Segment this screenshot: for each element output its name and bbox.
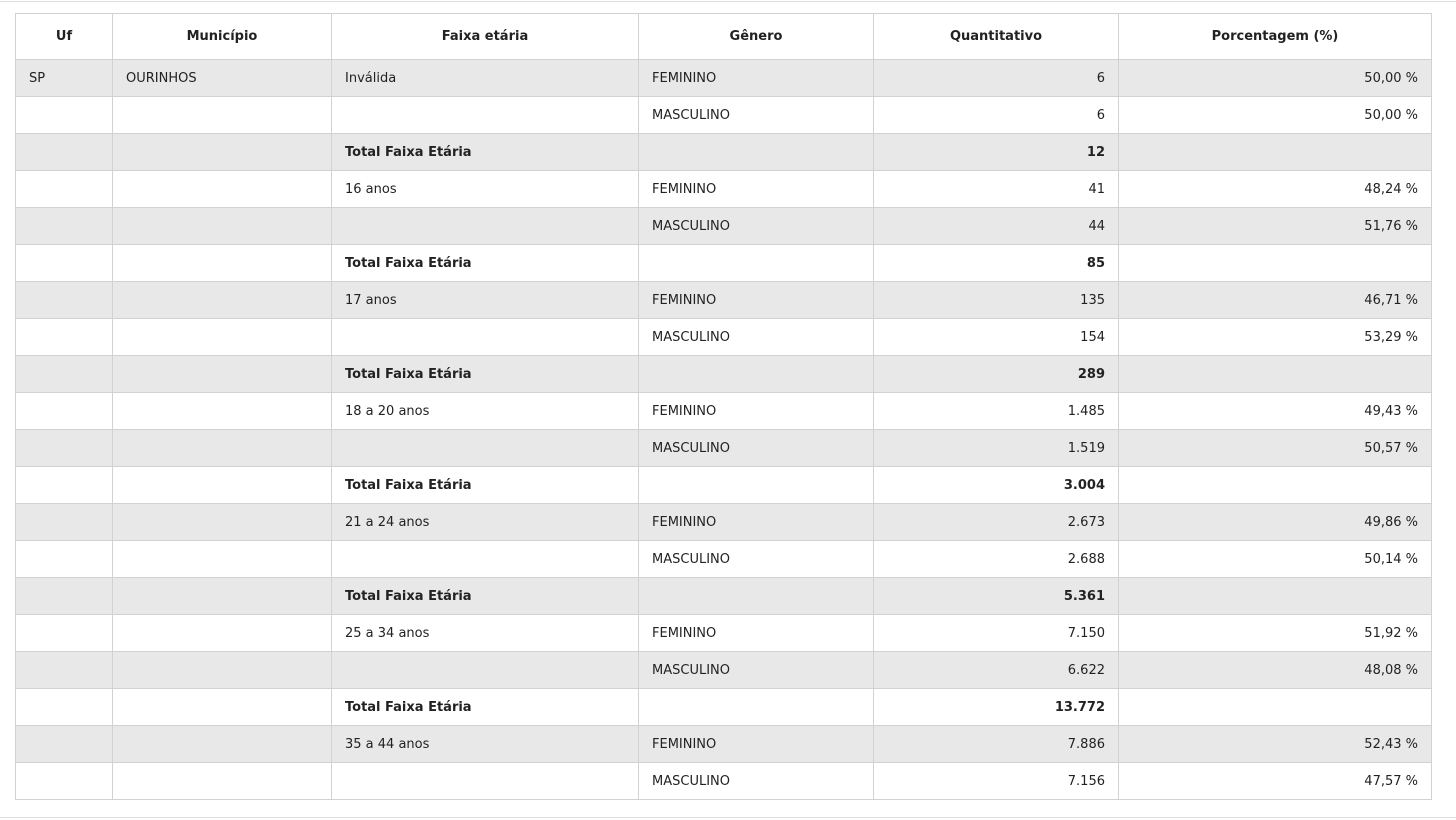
cell-municipio	[113, 97, 332, 134]
cell-faixa-etaria: 16 anos	[332, 171, 639, 208]
cell-genero: FEMININO	[639, 60, 874, 97]
cell-quantitativo: 3.004	[874, 467, 1119, 504]
cell-municipio	[113, 763, 332, 800]
cell-porcentagem	[1119, 467, 1432, 504]
cell-uf	[16, 171, 113, 208]
cell-porcentagem: 47,57 %	[1119, 763, 1432, 800]
cell-faixa-etaria: 21 a 24 anos	[332, 504, 639, 541]
cell-uf: SP	[16, 60, 113, 97]
cell-genero: FEMININO	[639, 282, 874, 319]
age-gender-report-table	[15, 13, 1432, 800]
cell-municipio	[113, 393, 332, 430]
table-row	[16, 208, 1432, 245]
header-row	[16, 14, 1432, 60]
cell-uf	[16, 319, 113, 356]
cell-porcentagem	[1119, 356, 1432, 393]
cell-quantitativo: 1.485	[874, 393, 1119, 430]
cell-porcentagem	[1119, 578, 1432, 615]
cell-genero: FEMININO	[639, 171, 874, 208]
cell-genero: MASCULINO	[639, 97, 874, 134]
table-row	[16, 171, 1432, 208]
cell-genero: MASCULINO	[639, 430, 874, 467]
cell-quantitativo: 12	[874, 134, 1119, 171]
table-row	[16, 430, 1432, 467]
cell-uf	[16, 134, 113, 171]
cell-faixa-etaria: Inválida	[332, 60, 639, 97]
cell-faixa-etaria: 35 a 44 anos	[332, 726, 639, 763]
cell-porcentagem: 50,14 %	[1119, 541, 1432, 578]
cell-genero: MASCULINO	[639, 319, 874, 356]
cell-porcentagem: 48,08 %	[1119, 652, 1432, 689]
cell-quantitativo: 154	[874, 319, 1119, 356]
cell-porcentagem: 51,92 %	[1119, 615, 1432, 652]
cell-quantitativo: 7.156	[874, 763, 1119, 800]
cell-quantitativo: 6.622	[874, 652, 1119, 689]
table-row	[16, 393, 1432, 430]
cell-porcentagem: 51,76 %	[1119, 208, 1432, 245]
cell-quantitativo: 7.886	[874, 726, 1119, 763]
cell-municipio	[113, 541, 332, 578]
cell-genero	[639, 134, 874, 171]
cell-porcentagem: 49,43 %	[1119, 393, 1432, 430]
total-row	[16, 578, 1432, 615]
cell-faixa-etaria	[332, 541, 639, 578]
cell-municipio	[113, 134, 332, 171]
cell-faixa-etaria	[332, 319, 639, 356]
cell-genero: MASCULINO	[639, 541, 874, 578]
cell-genero: FEMININO	[639, 726, 874, 763]
total-row	[16, 356, 1432, 393]
cell-quantitativo: 1.519	[874, 430, 1119, 467]
cell-municipio	[113, 282, 332, 319]
column-header-municipio[interactable]: Município	[113, 14, 332, 60]
total-row	[16, 467, 1432, 504]
column-header-faixa-etaria[interactable]: Faixa etária	[332, 14, 639, 60]
cell-genero: FEMININO	[639, 615, 874, 652]
table-row	[16, 652, 1432, 689]
cell-municipio	[113, 208, 332, 245]
cell-porcentagem	[1119, 689, 1432, 726]
cell-porcentagem	[1119, 134, 1432, 171]
cell-quantitativo: 2.688	[874, 541, 1119, 578]
cell-uf	[16, 726, 113, 763]
cell-uf	[16, 504, 113, 541]
cell-genero	[639, 467, 874, 504]
cell-municipio	[113, 430, 332, 467]
cell-municipio	[113, 504, 332, 541]
column-header-porcentagem[interactable]: Porcentagem (%)	[1119, 14, 1432, 60]
cell-municipio	[113, 615, 332, 652]
total-row	[16, 689, 1432, 726]
table-row	[16, 726, 1432, 763]
cell-uf	[16, 282, 113, 319]
cell-uf	[16, 763, 113, 800]
cell-quantitativo: 44	[874, 208, 1119, 245]
cell-quantitativo: 5.361	[874, 578, 1119, 615]
total-row	[16, 134, 1432, 171]
cell-porcentagem	[1119, 245, 1432, 282]
cell-porcentagem: 49,86 %	[1119, 504, 1432, 541]
column-header-uf[interactable]: Uf	[16, 14, 113, 60]
cell-uf	[16, 652, 113, 689]
cell-faixa-etaria: Total Faixa Etária	[332, 134, 639, 171]
cell-genero: FEMININO	[639, 504, 874, 541]
cell-uf	[16, 615, 113, 652]
cell-quantitativo: 6	[874, 60, 1119, 97]
cell-quantitativo: 85	[874, 245, 1119, 282]
cell-quantitativo: 41	[874, 171, 1119, 208]
cell-uf	[16, 467, 113, 504]
cell-faixa-etaria: Total Faixa Etária	[332, 467, 639, 504]
cell-faixa-etaria	[332, 208, 639, 245]
cell-faixa-etaria	[332, 652, 639, 689]
cell-municipio	[113, 171, 332, 208]
cell-municipio	[113, 578, 332, 615]
cell-faixa-etaria: Total Faixa Etária	[332, 578, 639, 615]
cell-genero	[639, 578, 874, 615]
cell-porcentagem: 50,00 %	[1119, 97, 1432, 134]
cell-porcentagem: 52,43 %	[1119, 726, 1432, 763]
cell-faixa-etaria: Total Faixa Etária	[332, 356, 639, 393]
table-header	[16, 14, 1432, 60]
cell-quantitativo: 135	[874, 282, 1119, 319]
table-row	[16, 541, 1432, 578]
table-row	[16, 504, 1432, 541]
cell-genero	[639, 356, 874, 393]
column-header-genero[interactable]: Gênero	[639, 14, 874, 60]
cell-faixa-etaria	[332, 430, 639, 467]
cell-uf	[16, 578, 113, 615]
cell-municipio	[113, 245, 332, 282]
cell-municipio	[113, 689, 332, 726]
cell-quantitativo: 2.673	[874, 504, 1119, 541]
cell-genero	[639, 245, 874, 282]
cell-municipio	[113, 467, 332, 504]
cell-uf	[16, 541, 113, 578]
cell-uf	[16, 356, 113, 393]
cell-uf	[16, 430, 113, 467]
cell-quantitativo: 6	[874, 97, 1119, 134]
table-row	[16, 319, 1432, 356]
cell-genero: MASCULINO	[639, 763, 874, 800]
cell-genero	[639, 689, 874, 726]
cell-faixa-etaria	[332, 763, 639, 800]
cell-municipio: OURINHOS	[113, 60, 332, 97]
cell-quantitativo: 289	[874, 356, 1119, 393]
cell-porcentagem: 48,24 %	[1119, 171, 1432, 208]
bottom-divider	[0, 817, 1456, 818]
table-row	[16, 60, 1432, 97]
cell-genero: MASCULINO	[639, 652, 874, 689]
cell-uf	[16, 393, 113, 430]
cell-faixa-etaria: 18 a 20 anos	[332, 393, 639, 430]
cell-uf	[16, 689, 113, 726]
table-row	[16, 97, 1432, 134]
cell-uf	[16, 97, 113, 134]
cell-uf	[16, 245, 113, 282]
table-body	[16, 60, 1432, 800]
cell-quantitativo: 13.772	[874, 689, 1119, 726]
cell-faixa-etaria	[332, 97, 639, 134]
cell-faixa-etaria: Total Faixa Etária	[332, 689, 639, 726]
cell-faixa-etaria: Total Faixa Etária	[332, 245, 639, 282]
cell-genero: MASCULINO	[639, 208, 874, 245]
cell-genero: FEMININO	[639, 393, 874, 430]
cell-municipio	[113, 652, 332, 689]
cell-municipio	[113, 356, 332, 393]
cell-porcentagem: 50,00 %	[1119, 60, 1432, 97]
table-row	[16, 763, 1432, 800]
cell-porcentagem: 50,57 %	[1119, 430, 1432, 467]
cell-municipio	[113, 319, 332, 356]
cell-faixa-etaria: 17 anos	[332, 282, 639, 319]
table-row	[16, 282, 1432, 319]
cell-uf	[16, 208, 113, 245]
cell-porcentagem: 53,29 %	[1119, 319, 1432, 356]
total-row	[16, 245, 1432, 282]
table-row	[16, 615, 1432, 652]
cell-porcentagem: 46,71 %	[1119, 282, 1432, 319]
column-header-quantitativo[interactable]: Quantitativo	[874, 14, 1119, 60]
cell-faixa-etaria: 25 a 34 anos	[332, 615, 639, 652]
cell-quantitativo: 7.150	[874, 615, 1119, 652]
cell-municipio	[113, 726, 332, 763]
top-divider	[0, 1, 1456, 2]
